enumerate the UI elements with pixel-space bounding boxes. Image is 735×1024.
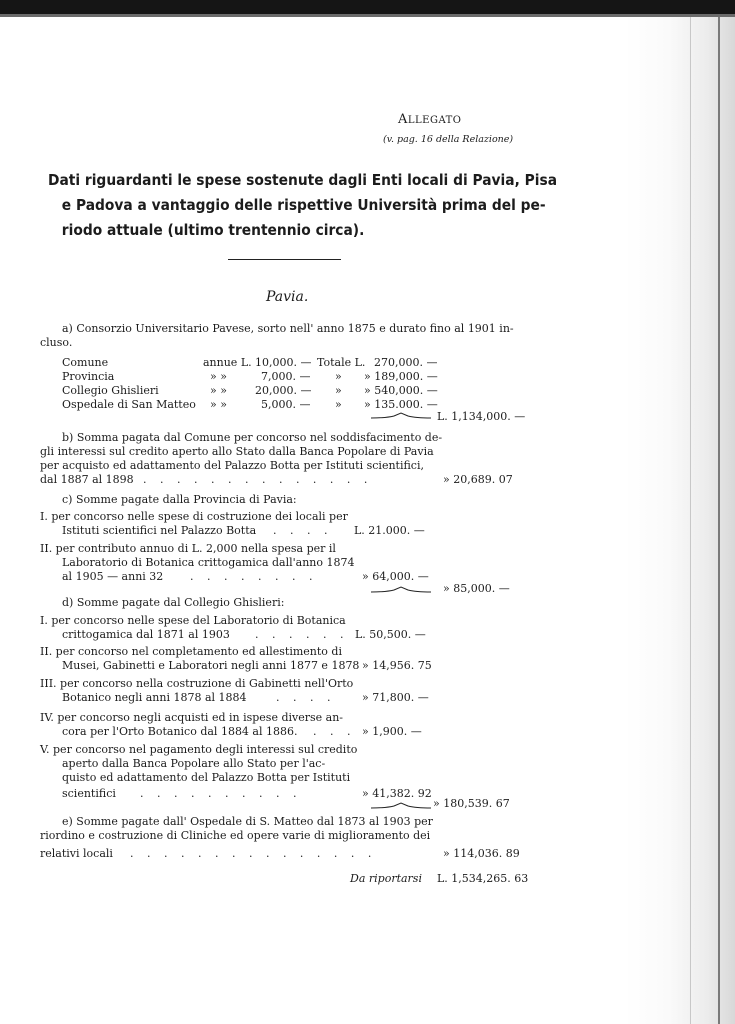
sec-c-i-line-1: I. per concorso nelle spese di costruzione dei locali per (40, 510, 348, 523)
sec-a-row-c2: 20,000. — (255, 384, 312, 397)
page-fold-line (690, 17, 691, 1024)
sec-a-row-c4: » 189,000. — (364, 370, 438, 383)
sec-a-row-c1: » » (210, 384, 227, 397)
sec-a-row-c1: annue L. (203, 356, 252, 369)
allegato-rest: LLEGATO (407, 115, 462, 126)
sec-a-row-name: Comune (62, 356, 109, 369)
sec-e-line-3: relativi locali (40, 847, 113, 860)
carry-forward-total: L. 1,534,265. 63 (437, 872, 529, 885)
sec-b-line-2: gli interessi sul credito aperto allo Stato dalla Banca Popolare di Pavia (40, 445, 434, 458)
brace-sec-c (370, 586, 432, 594)
sec-d-ii-line-1: II. per concorso nel completamento ed allestimento di (40, 645, 342, 658)
sec-d-iii-leader: . . . . (276, 691, 336, 704)
sec-a-row-name: Collegio Ghislieri (62, 384, 159, 397)
page-edge-line (718, 17, 720, 1024)
sec-c-total: » 85,000. — (443, 582, 510, 595)
sec-e-line-1: e) Somme pagate dall' Ospedale di S. Matteo dal 1873 al 1903 per (62, 815, 433, 828)
sec-a-line-1: a) Consorzio Universitario Pavese, sorto nell' anno 1875 e durato fino al 1901 in- (62, 322, 514, 335)
sec-a-row-c3: Totale L. (317, 356, 366, 369)
scan-top-border (0, 0, 735, 14)
allegato-initial: A (398, 112, 408, 127)
sec-a-row-c3: » (335, 384, 342, 397)
heading-line-2: e Padova a vantaggio delle rispettive Università prima del pe- (61, 196, 546, 214)
sec-a-line-2: cluso. (40, 336, 73, 349)
sec-b-total: » 20,689. 07 (443, 473, 513, 486)
sec-d-v-line-3: quisto ed adattamento del Palazzo Botta per Istituti (62, 771, 351, 784)
sec-a-row-c2: 7,000. — (261, 370, 311, 383)
brace-sec-a (370, 412, 432, 420)
sec-a-row-c3: » (335, 370, 342, 383)
sec-d-i-line-2: crittogamica dal 1871 al 1903 (62, 628, 230, 641)
sec-a-row-c4: 270,000. — (374, 356, 438, 369)
sec-c-ii-line-1: II. per contributo annuo di L. 2,000 nella spesa per il (40, 542, 336, 555)
sec-d-ii-value: » 14,956. 75 (362, 659, 432, 672)
sec-a-row-c2: 10,000. — (255, 356, 312, 369)
sec-c-title: c) Somme pagate dalla Provincia di Pavia: (62, 493, 297, 506)
heading-rule (228, 259, 341, 260)
sec-d-v-line-2: aperto dalla Banca Popolare allo Stato per l'ac- (62, 757, 326, 770)
sec-c-ii-value: » 64,000. — (362, 570, 429, 583)
sec-d-i-leader: . . . . . . (255, 628, 349, 641)
sec-e-total: » 114,036. 89 (443, 847, 520, 860)
sec-a-row-c4: » 540,000. — (364, 384, 438, 397)
heading-line-1: Dati riguardanti le spese sostenute dagli Enti locali di Pavia, Pisa (48, 171, 558, 189)
section-title: Pavia. (266, 289, 309, 305)
sec-c-i-leader: . . . . (273, 524, 333, 537)
carry-forward-label: Da riportarsi (350, 872, 422, 885)
sec-d-v-line-1: V. per concorso nel pagamento degli interessi sul credito (40, 743, 358, 756)
sec-c-ii-leader: . . . . . . . . (190, 570, 318, 583)
sec-e-line-2: riordino e costruzione di Cliniche ed opere varie di miglioramento dei (40, 829, 431, 842)
sec-d-v-value: » 41,382. 92 (362, 787, 432, 800)
sec-a-row-c3: » (335, 398, 342, 411)
sec-c-i-value: L. 21.000. — (354, 524, 425, 537)
sec-d-v-leader: . . . . . . . . . . (140, 787, 302, 800)
sec-c-i-line-2: Istituti scientifici nel Palazzo Botta (62, 524, 257, 537)
sec-d-title: d) Somme pagate dal Collegio Ghislieri: (62, 596, 285, 609)
sec-a-row-name: Provincia (62, 370, 115, 383)
sec-a-row-c4: » 135.000. — (364, 398, 438, 411)
document-heading (48, 168, 558, 243)
sec-d-iv-line-1: IV. per concorso negli acquisti ed in ispese diverse an- (40, 711, 344, 724)
sec-a-row-c1: » » (210, 398, 227, 411)
sec-d-i-value: L. 50,500. — (355, 628, 426, 641)
sec-d-ii-line-2: Musei, Gabinetti e Laboratori negli anni 1877 e 1878 (62, 659, 360, 672)
sec-a-row-name: Ospedale di San Matteo (62, 398, 196, 411)
sec-b-line-3: per acquisto ed adattamento del Palazzo Botta per Istituti scientifici, (40, 459, 424, 472)
sec-d-iv-leader: . . . (313, 725, 356, 738)
sec-d-iv-line-2: cora per l'Orto Botanico dal 1884 al 1886. (62, 725, 298, 738)
sec-a-total: L. 1,134,000. — (437, 410, 526, 423)
sec-d-iii-value: » 71,800. — (362, 691, 429, 704)
sec-c-ii-line-2: Laboratorio di Botanica crittogamica dall'anno 1874 (62, 556, 355, 569)
sec-c-ii-line-3: al 1905 — anni 32 (62, 570, 164, 583)
sec-b-line-1: b) Somma pagata dal Comune per concorso nel soddisfacimento de- (62, 431, 443, 444)
sec-b-line-4: dal 1887 al 1898 (40, 473, 134, 486)
page-reference: (v. pag. 16 della Relazione) (383, 134, 514, 145)
heading-line-3: riodo attuale (ultimo trentennio circa). (61, 221, 365, 239)
sec-a-row-c1: » » (210, 370, 227, 383)
sec-d-i-line-1: I. per concorso nelle spese del Laboratorio di Botanica (40, 614, 346, 627)
brace-sec-d (370, 802, 432, 810)
allegato-label (398, 112, 462, 127)
sec-d-iv-value: » 1,900. — (362, 725, 422, 738)
sec-a-row-c2: 5,000. — (261, 398, 311, 411)
sec-e-leader: . . . . . . . . . . . . . . . (130, 847, 377, 860)
sec-d-iii-line-1: III. per concorso nella costruzione di Gabinetti nell'Orto (40, 677, 354, 690)
sec-d-v-line-4: scientifici (62, 787, 116, 800)
sec-d-total: » 180,539. 67 (433, 797, 510, 810)
sec-d-iii-line-2: Botanico negli anni 1878 al 1884 (62, 691, 247, 704)
sec-b-leader: . . . . . . . . . . . . . . (143, 473, 373, 486)
